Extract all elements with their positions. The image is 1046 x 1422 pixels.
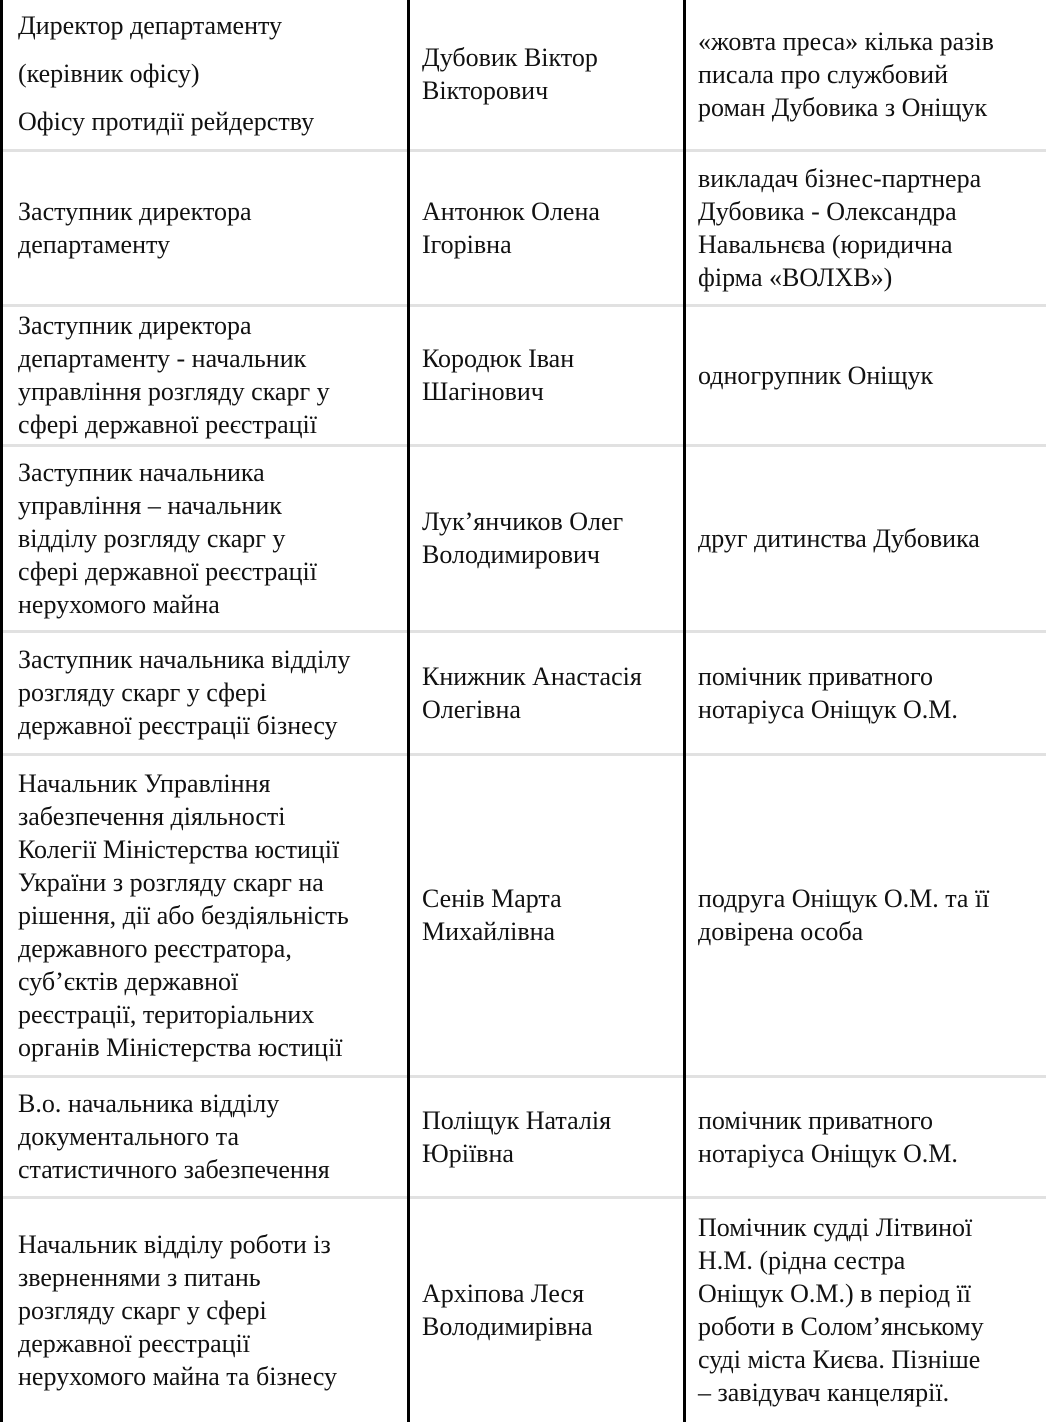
position-cell bbox=[2, 0, 409, 150]
name-cell bbox=[409, 754, 685, 1076]
note-cell bbox=[685, 150, 1046, 305]
position-text: Заступник начальника управління – начальник відділу розгляду скарг у сфері державної реєстрації нерухомого майна bbox=[18, 457, 317, 619]
name-text: Поліщук Наталія Юріївна bbox=[422, 1105, 612, 1168]
note-cell bbox=[685, 754, 1046, 1076]
table-row bbox=[2, 631, 1046, 754]
table-row bbox=[2, 0, 1046, 150]
note-cell bbox=[685, 0, 1046, 150]
note-text: «жовта преса» кілька разів писала про службовий роман Дубовика з Оніщук bbox=[698, 26, 994, 122]
name-cell bbox=[409, 1076, 685, 1197]
name-text: Сенів Марта Михайлівна bbox=[422, 884, 562, 946]
name-cell bbox=[409, 445, 685, 631]
name-cell bbox=[409, 631, 685, 754]
table-row bbox=[2, 150, 1046, 305]
note-text: помічник приватного нотаріуса Оніщук О.М. bbox=[698, 1105, 958, 1168]
name-text: Лук’янчиков Олег Володимирович bbox=[422, 507, 624, 569]
table-row bbox=[2, 305, 1046, 445]
name-cell bbox=[409, 305, 685, 445]
table-row bbox=[2, 754, 1046, 1076]
note-cell bbox=[685, 445, 1046, 631]
position-text: Заступник директора департаменту - начальник управління розгляду скарг у сфері державної реєстрації bbox=[18, 311, 330, 439]
position-cell bbox=[2, 631, 409, 754]
note-cell bbox=[685, 1076, 1046, 1197]
table-row bbox=[2, 1197, 1046, 1422]
name-cell bbox=[409, 1197, 685, 1422]
note-text: помічник приватного нотаріуса Оніщук О.М. bbox=[698, 661, 958, 724]
position-text: Начальник відділу роботи із зверненнями з питань розгляду скарг у сфері державної реєстрації нерухомого майна та бізнесу bbox=[18, 1229, 338, 1391]
note-text: Помічник судді Літвиної Н.М. (рідна сестра Оніщук О.М.) в період її роботи в Солом’янському суді міста Києва. Пізніше – завідувач канцелярії. bbox=[698, 1213, 984, 1408]
name-cell bbox=[409, 150, 685, 305]
note-text: викладач бізнес-партнера Дубовика - Олександра Навальнєва (юридична фірма «ВОЛХВ») bbox=[698, 163, 982, 292]
note-cell bbox=[685, 631, 1046, 754]
position-cell bbox=[2, 305, 409, 445]
note-text: друг дитинства Дубовика bbox=[698, 523, 980, 553]
position-cell bbox=[2, 754, 409, 1076]
note-cell bbox=[685, 305, 1046, 445]
position-text: В.о. начальника відділу документального та статистичного забезпечення bbox=[18, 1089, 330, 1184]
name-text: Дубовик Віктор Вікторович bbox=[422, 43, 598, 106]
name-cell bbox=[409, 0, 685, 150]
note-cell bbox=[685, 1197, 1046, 1422]
position-cell bbox=[2, 150, 409, 305]
name-text: Антонюк Олена Ігорівна bbox=[422, 196, 600, 259]
table-row bbox=[2, 445, 1046, 631]
note-text: подруга Оніщук О.М. та її довірена особа bbox=[698, 884, 990, 946]
position-text: Начальник Управління забезпечення діяльності Колегії Міністерства юстиції України з розгляду скарг на рішення, дії або бездіяльність державного реєстратора, суб’єктів державної реєстрації, територіальних органів Міністерства юстиції bbox=[18, 768, 349, 1062]
position-cell bbox=[2, 1197, 409, 1422]
position-text: Заступник директора департаменту bbox=[18, 196, 252, 259]
name-text: Архіпова Леся Володимирівна bbox=[422, 1279, 593, 1342]
name-text: Кородюк Іван Шагінович bbox=[422, 344, 575, 406]
position-text: Директор департаменту (керівник офісу) Офісу протидії рейдерству bbox=[18, 11, 315, 137]
position-cell bbox=[2, 445, 409, 631]
position-cell bbox=[2, 1076, 409, 1197]
position-text: Заступник начальника відділу розгляду скарг у сфері державної реєстрації бізнесу bbox=[18, 645, 351, 740]
table-row bbox=[2, 1076, 1046, 1197]
note-text: одногрупник Оніщук bbox=[698, 360, 934, 390]
name-text: Книжник Анастасія Олегівна bbox=[422, 661, 642, 724]
